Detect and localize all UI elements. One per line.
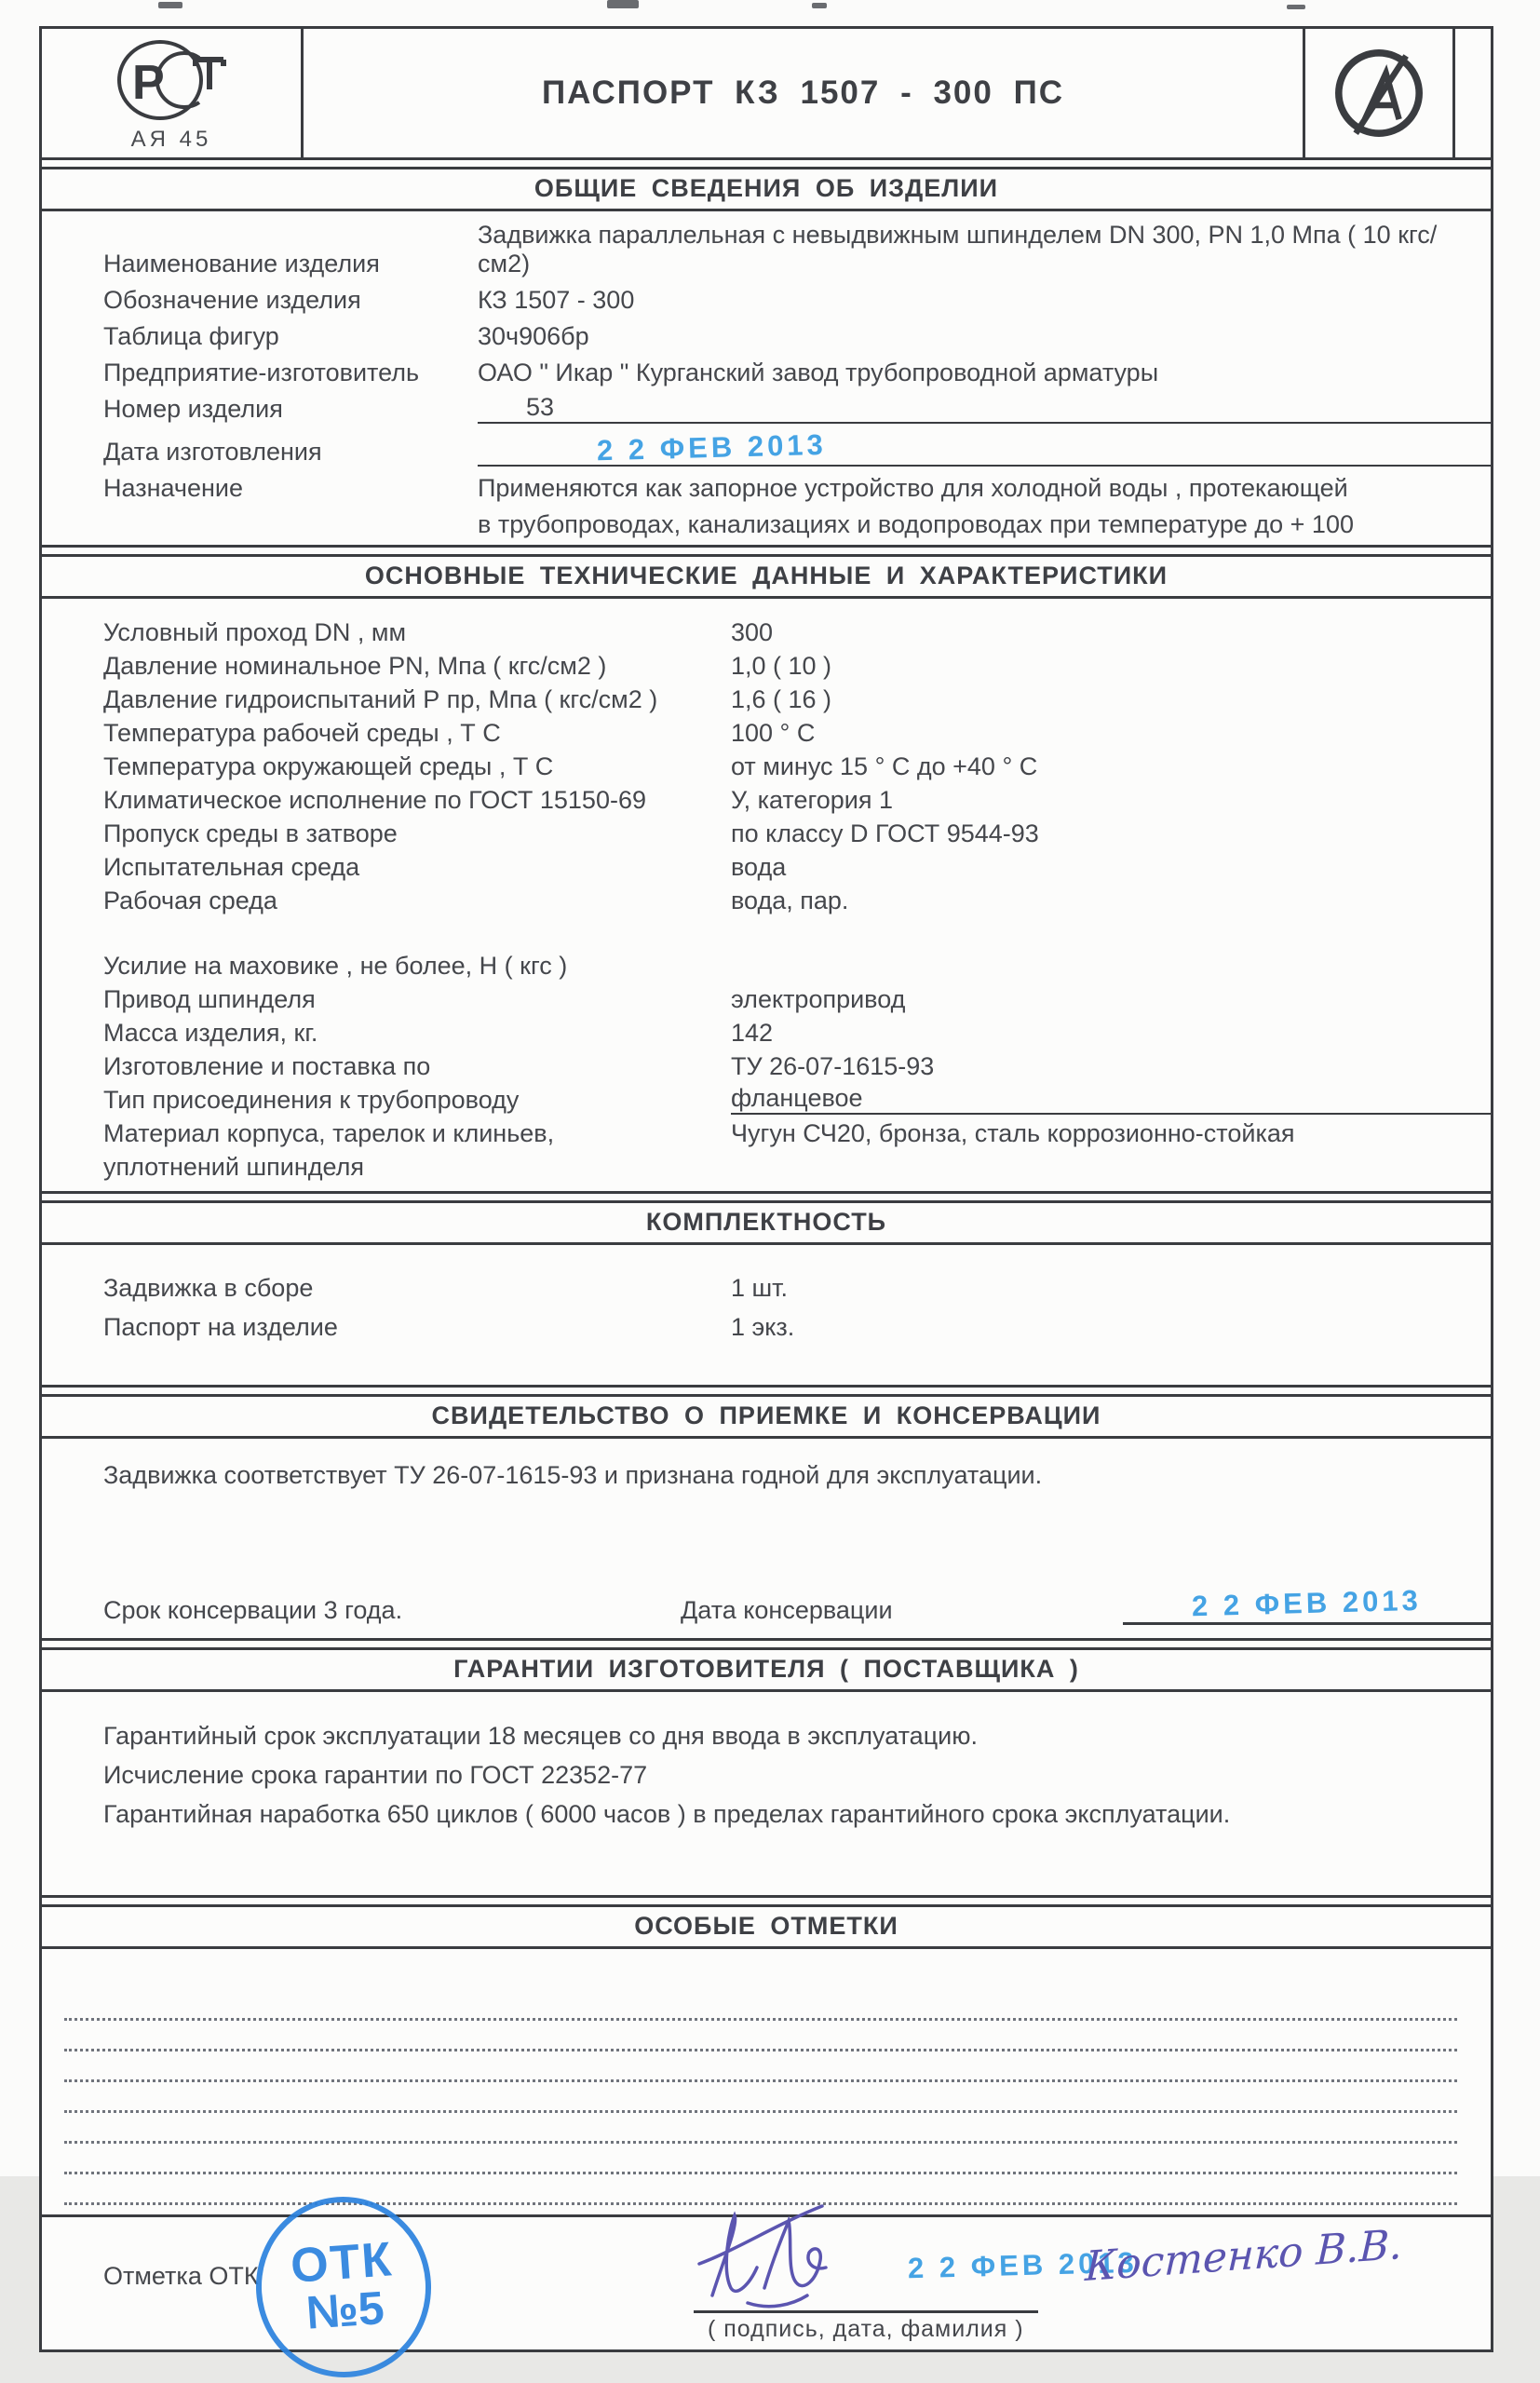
field-row (42, 614, 1491, 647)
scan-artifact (1287, 5, 1305, 9)
field-label: Масса изделия, кг. (103, 1019, 318, 1047)
field-row (42, 714, 1491, 748)
qc-mark-row (42, 2217, 1491, 2349)
general-info-section (42, 211, 1491, 548)
field-label: Паспорт на изделие (103, 1313, 338, 1341)
completeness-section (42, 1245, 1491, 1388)
field-label: Наименование изделия (103, 250, 380, 278)
dotted-line (64, 2082, 1457, 2113)
field-value: КЗ 1507 - 300 (478, 286, 635, 314)
field-label: Давление гидроиспытаний Р пр, Мпа ( кгс/см2 ) (103, 685, 658, 713)
field-row (42, 1014, 1491, 1048)
field-row (42, 1081, 1491, 1115)
scan-artifact (607, 0, 639, 8)
field-row (42, 424, 1491, 467)
date-stamp: 2 2 ФЕВ 2013 (1191, 1583, 1423, 1623)
signature-caption: ( подпись, дата, фамилия ) (708, 2316, 1024, 2342)
field-row (42, 467, 1491, 503)
field-value: 300 (731, 618, 774, 646)
manufacture-date-field (478, 427, 1491, 467)
dotted-line (64, 2174, 1457, 2205)
field-label: Привод шпинделя (103, 985, 316, 1013)
field-value: вода (731, 853, 787, 881)
field-row (42, 1303, 1491, 1342)
field-value: 1 шт. (731, 1274, 789, 1302)
scan-artifact (158, 2, 182, 8)
field-value: 100 ° С (731, 719, 816, 747)
field-label: Температура окружающей среды , Т С (103, 752, 554, 780)
acceptance-section (42, 1439, 1491, 1641)
date-stamp: 2 2 ФЕВ 2013 (596, 427, 828, 467)
handwritten-name: Костенко В.В. (1084, 2220, 1403, 2292)
section-heading-completeness (42, 1200, 1491, 1245)
field-label: Номер изделия (103, 395, 283, 423)
field-value: от минус 15 ° С до +40 ° С (731, 752, 1038, 780)
field-row (42, 387, 1491, 424)
section-heading-tech (42, 554, 1491, 599)
field-value: Задвижка параллельная с невыдвижным шпинделем DN 300, PN 1,0 Мпа ( 10 кгс/см2) (478, 221, 1438, 278)
special-marks-section (42, 1949, 1491, 2217)
field-label: уплотнений шпинделя (103, 1153, 364, 1181)
section-heading-tech-label: ОСНОВНЫЕ ТЕХНИЧЕСКИЕ ДАННЫЕ И ХАРАКТЕРИСТИКИ (364, 562, 1169, 589)
field-value: фланцевое (731, 1084, 1491, 1115)
warranty-section (42, 1692, 1491, 1898)
certification-code: АЯ 45 (130, 127, 212, 152)
field-value: 142 (731, 1019, 774, 1047)
field-row (42, 278, 1491, 315)
section-heading-special (42, 1904, 1491, 1949)
preservation-row (42, 1583, 1491, 1625)
field-row (42, 848, 1491, 882)
ikar-logo-icon (1329, 43, 1429, 143)
field-row (42, 647, 1491, 681)
preservation-date-field (1123, 1583, 1491, 1625)
field-label: Обозначение изделия (103, 286, 361, 314)
warranty-line: Гарантийный срок эксплуатации 18 месяцев со дня ввода в эксплуатацию. (103, 1722, 978, 1750)
field-value: 30ч906бр (478, 322, 589, 350)
section-heading-warranty (42, 1647, 1491, 1692)
field-value: 1,0 ( 10 ) (731, 652, 832, 680)
field-label: Тип присоединения к трубопроводу (103, 1086, 520, 1114)
section-heading-warranty-label: ГАРАНТИИ ИЗГОТОВИТЕЛЯ ( ПОСТАВЩИКА ) (453, 1655, 1079, 1683)
preservation-term: Срок консервации 3 года. (103, 1596, 403, 1624)
field-row (42, 1115, 1491, 1148)
manufacturer-logo-cell (1303, 29, 1455, 157)
field-label: Предприятие-изготовитель (103, 359, 420, 386)
otk-stamp-number: №5 (304, 2281, 386, 2339)
field-value: Чугун СЧ20, бронза, сталь коррозионно-стойкая (731, 1119, 1295, 1147)
field-row (42, 315, 1491, 351)
field-value: Применяются как запорное устройство для холодной воды , протекающей (478, 474, 1348, 502)
signature-icon (694, 2202, 898, 2319)
date-stamp: 2 2 ФЕВ 2013 (907, 2245, 1139, 2285)
field-label: Изготовление и поставка по (103, 1052, 431, 1080)
dotted-line (64, 2113, 1457, 2144)
field-value: электропривод (731, 985, 906, 1013)
field-row (42, 781, 1491, 815)
field-row-continuation (42, 1148, 1491, 1182)
field-value: 53 (478, 393, 1491, 424)
field-label: Усилие на маховике , не более, Н ( кгс ) (103, 952, 568, 980)
field-row (42, 882, 1491, 915)
field-label: Дата изготовления (103, 438, 322, 466)
rst-certification-icon (112, 39, 231, 125)
preservation-date-label: Дата консервации (681, 1596, 893, 1624)
signature-line (694, 2310, 1038, 2313)
field-value: в трубопроводах, канализациях и водопроводах при температуре до + 100 (478, 510, 1354, 538)
field-label: Климатическое исполнение по ГОСТ 15150-69 (103, 786, 646, 814)
dotted-line (64, 2144, 1457, 2174)
section-heading-general-label: ОБЩИЕ СВЕДЕНИЯ ОБ ИЗДЕЛИИ (534, 174, 999, 202)
dotted-line (64, 2051, 1457, 2082)
field-label: Задвижка в сборе (103, 1274, 314, 1302)
field-row (42, 815, 1491, 848)
field-value: У, категория 1 (731, 786, 893, 814)
otk-stamp-text: ОТК (289, 2232, 396, 2294)
acceptance-statement: Задвижка соответствует ТУ 26-07-1615-93 и признана годной для эксплуатации. (103, 1461, 1043, 1489)
field-row-continuation (42, 503, 1491, 539)
field-row (42, 748, 1491, 781)
title-cell (304, 29, 1303, 157)
field-label: Давление номинальное PN, Мпа ( кгс/см2 ) (103, 652, 607, 680)
field-row (42, 947, 1491, 981)
field-label: Испытательная среда (103, 853, 360, 881)
passport-form (39, 26, 1493, 2352)
field-label: Условный проход DN , мм (103, 618, 407, 646)
section-heading-acceptance-label: СВИДЕТЕЛЬСТВО О ПРИЕМКЕ И КОНСЕРВАЦИИ (431, 1401, 1101, 1429)
field-label: Назначение (103, 474, 244, 502)
field-value: 1 экз. (731, 1313, 795, 1341)
svg-text:Р: Р (132, 56, 165, 110)
page-title: ПАСПОРТ КЗ 1507 - 300 ПС (541, 74, 1065, 111)
section-heading-acceptance (42, 1394, 1491, 1439)
document-header (42, 29, 1491, 160)
section-heading-completeness-label: КОМПЛЕКТНОСТЬ (645, 1208, 887, 1236)
dotted-line (64, 1990, 1457, 2021)
section-heading-general (42, 167, 1491, 211)
field-row-blank (42, 915, 1491, 947)
field-label: Материал корпуса, тарелок и клиньев, (103, 1119, 555, 1147)
field-value: 1,6 ( 16 ) (731, 685, 832, 713)
field-row (42, 221, 1491, 278)
section-heading-special-label: ОСОБЫЕ ОТМЕТКИ (634, 1912, 898, 1940)
field-row (42, 1048, 1491, 1081)
field-label: Рабочая среда (103, 887, 277, 914)
field-row (42, 351, 1491, 387)
field-value: ОАО " Икар " Курганский завод трубопроводной арматуры (478, 359, 1159, 386)
field-row (42, 1264, 1491, 1303)
field-label: Таблица фигур (103, 322, 279, 350)
qc-label: Отметка ОТК (103, 2262, 259, 2290)
field-row (42, 981, 1491, 1014)
field-row (42, 681, 1491, 714)
certification-mark-cell (42, 29, 304, 157)
field-label: Температура рабочей среды , Т С (103, 719, 501, 747)
warranty-line: Гарантийная наработка 650 циклов ( 6000 часов ) в пределах гарантийного срока эксплуатации. (103, 1800, 1231, 1828)
field-value: по классу D ГОСТ 9544-93 (731, 819, 1039, 847)
otk-round-stamp (250, 2191, 437, 2383)
field-value: ТУ 26-07-1615-93 (731, 1052, 935, 1080)
dotted-line (64, 2021, 1457, 2051)
scan-artifact (812, 3, 827, 8)
technical-data-section (42, 599, 1491, 1194)
field-value: вода, пар. (731, 887, 849, 914)
field-label: Пропуск среды в затворе (103, 819, 398, 847)
warranty-line: Исчисление срока гарантии по ГОСТ 22352-77 (103, 1761, 648, 1789)
